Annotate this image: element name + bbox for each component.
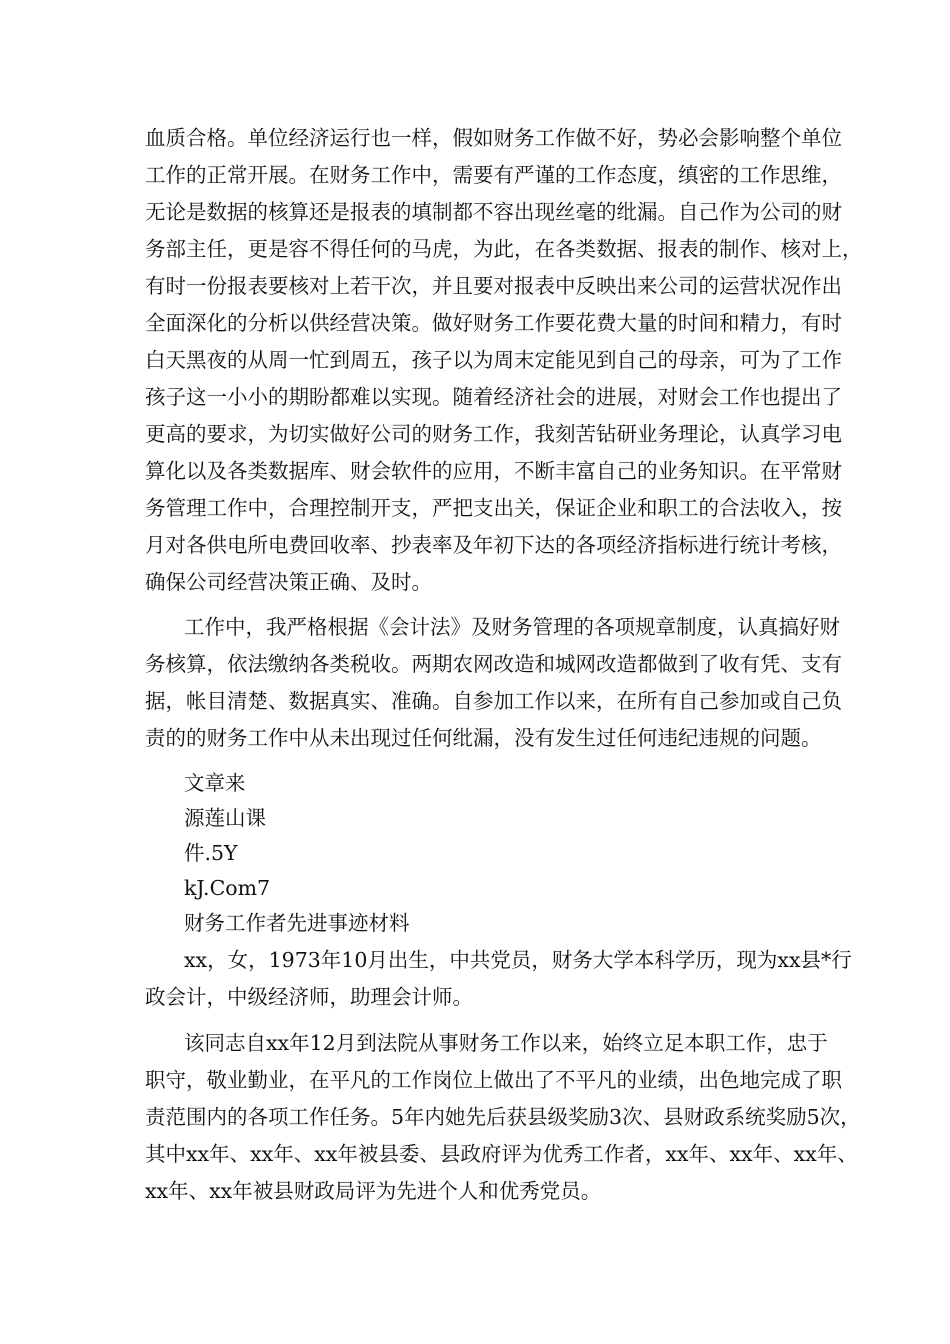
text-line: 无论是数据的核算还是报表的填制都不容出现丝毫的纰漏。自己作为公司的财 <box>145 200 842 224</box>
text-line: 白天黑夜的从周一忙到周五，孩子以为周末定能见到自己的母亲，可为了工作 <box>145 348 842 372</box>
text-line: 血质合格。单位经济运行也一样，假如财务工作做不好，势必会影响整个单位 <box>145 126 842 150</box>
text-line: 务核算，依法缴纳各类税收。两期农网改造和城网改造都做到了收有凭、支有 <box>145 652 842 676</box>
text-line: 职守，敬业勤业，在平凡的工作岗位上做出了不平凡的业绩，出色地完成了职 <box>145 1068 842 1092</box>
text-line: 政会计，中级经济师，助理会计师。 <box>145 985 473 1009</box>
text-line: 文章来 <box>184 771 246 795</box>
text-line: 月对各供电所电费回收率、抄表率及年初下达的各项经济指标进行统计考核， <box>145 533 842 557</box>
text-line: 工作中，我严格根据《会计法》及财务管理的各项规章制度，认真搞好财 <box>184 615 840 639</box>
text-line: 确保公司经营决策正确、及时。 <box>145 570 432 594</box>
text-line: 算化以及各类数据库、财会软件的应用，不断丰富自己的业务知识。在平常财 <box>145 459 842 483</box>
text-line: 源莲山课 <box>184 806 266 830</box>
text-line: xx年、xx年被县财政局评为先进个人和优秀党员。 <box>145 1179 602 1203</box>
text-line: 件.5Y <box>184 841 238 865</box>
text-line: 据，帐目清楚、数据真实、准确。自参加工作以来，在所有自己参加或自己负 <box>145 689 842 713</box>
text-line: 全面深化的分析以供经营决策。做好财务工作要花费大量的时间和精力，有时 <box>145 311 842 335</box>
text-line: 责范围内的各项工作任务。5年内她先后获县级奖励3次、县财政系统奖励5次， <box>145 1105 861 1129</box>
text-line: 财务工作者先进事迹材料 <box>184 911 410 935</box>
text-line: kJ.Com7 <box>184 876 271 900</box>
text-line: 其中xx年、xx年、xx年被县委、县政府评为优秀工作者，xx年、xx年、xx年、 <box>145 1142 858 1166</box>
text-line: 责的的财务工作中从未出现过任何纰漏，没有发生过任何违纪违规的问题。 <box>145 726 822 750</box>
text-line: 务部主任，更是容不得任何的马虎，为此，在各类数据、报表的制作、核对上， <box>145 237 863 261</box>
text-line: 孩子这一小小的期盼都难以实现。随着经济社会的进展，对财会工作也提出了 <box>145 385 842 409</box>
text-line: xx，女，1973年10月出生，中共党员，财务大学本科学历，现为xx县*行 <box>184 948 852 972</box>
text-line: 该同志自xx年12月到法院从事财务工作以来，始终立足本职工作，忠于 <box>184 1031 828 1055</box>
text-line: 有时一份报表要核对上若干次，并且要对报表中反映出来公司的运营状况作出 <box>145 274 842 298</box>
text-line: 务管理工作中，合理控制开支，严把支出关，保证企业和职工的合法收入，按 <box>145 496 842 520</box>
text-line: 更高的要求，为切实做好公司的财务工作，我刻苦钻研业务理论，认真学习电 <box>145 422 842 446</box>
text-line: 工作的正常开展。在财务工作中，需要有严谨的工作态度，缜密的工作思维， <box>145 163 842 187</box>
